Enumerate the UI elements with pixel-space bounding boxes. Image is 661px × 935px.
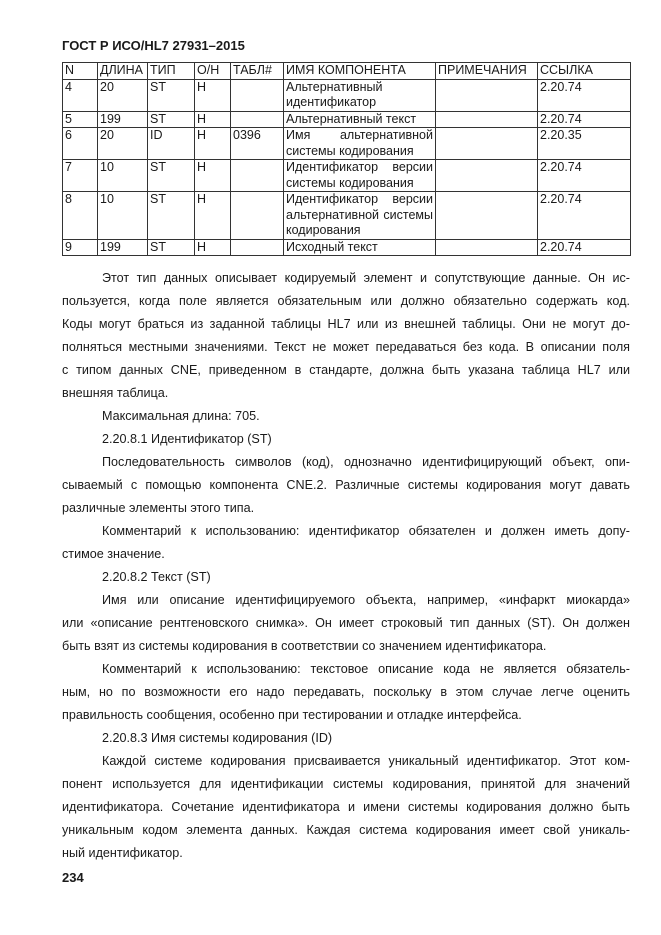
text-line: ный идентификатор.	[62, 846, 183, 860]
paragraph	[62, 589, 630, 658]
text-line: уникальным кодом элемента данных. Каждая система кодирования имеет свой уникаль-	[62, 823, 630, 837]
table-cell	[436, 192, 538, 240]
text-line: 2.20.8.3 Имя системы кодирования (ID)	[102, 731, 333, 745]
text-line: внешняя таблица.	[62, 386, 169, 400]
paragraph	[62, 428, 630, 451]
table-row	[63, 111, 631, 128]
text-line: 2.20.8.1 Идентификатор (ST)	[102, 432, 272, 446]
table-header-row	[63, 63, 631, 80]
table-cell: 20	[98, 79, 148, 111]
table-cell	[436, 79, 538, 111]
text-line: с типом данных CNE, приведенном в стандарте, должна быть указана таблица HL7 или	[62, 363, 630, 377]
table-cell: ST	[148, 79, 195, 111]
table-cell: 2.20.74	[538, 111, 631, 128]
text-line: понент используется для идентификации системы кодирования, принятой для значений	[62, 777, 630, 791]
table-cell: Идентификатор версии альтернативной системы кодирования	[284, 192, 436, 240]
table-cell: 199	[98, 111, 148, 128]
paragraph	[62, 566, 630, 589]
column-header: N	[63, 63, 98, 80]
table-cell: 5	[63, 111, 98, 128]
table-cell: Н	[195, 239, 231, 256]
table-row	[63, 160, 631, 192]
text-line: стимое значение.	[62, 547, 165, 561]
table-cell	[436, 128, 538, 160]
table-row	[63, 128, 631, 160]
table-cell: 9	[63, 239, 98, 256]
text-line: ным, но по возможности его надо передавать, поскольку в этом случае легче оценить	[62, 685, 630, 699]
paragraph	[62, 451, 630, 520]
text-line: Коды могут браться из заданной таблицы HL7 или из внешней таблицы. Они не могут до-	[62, 317, 630, 331]
table-cell: Альтернативный идентификатор	[284, 79, 436, 111]
text-line: пользуется, когда поле является обязательным или должно обязательно содержать код.	[62, 294, 630, 308]
column-header: ССЫЛКА	[538, 63, 631, 80]
table-cell	[436, 111, 538, 128]
table-cell: ST	[148, 111, 195, 128]
page-number: 234	[62, 870, 84, 885]
table-cell	[231, 111, 284, 128]
text-line: сываемый с помощью компонента CNE.2. Различные системы кодирования могут давать	[62, 478, 630, 492]
table-cell	[231, 239, 284, 256]
table-cell: Альтернативный текст	[284, 111, 436, 128]
table-cell: 20	[98, 128, 148, 160]
table-cell: ST	[148, 192, 195, 240]
table-cell: Идентификатор версии системы кодирования	[284, 160, 436, 192]
text-line: 2.20.8.2 Текст (ST)	[102, 570, 211, 584]
table-cell: 10	[98, 192, 148, 240]
table-cell: Н	[195, 79, 231, 111]
table-cell: 2.20.74	[538, 192, 631, 240]
column-header: ТИП	[148, 63, 195, 80]
text-line: Этот тип данных описывает кодируемый элемент и сопутствующие данные. Он ис-	[102, 271, 630, 285]
table-cell: Н	[195, 160, 231, 192]
table-cell: 199	[98, 239, 148, 256]
column-header: О/Н	[195, 63, 231, 80]
table-cell: 6	[63, 128, 98, 160]
text-line: правильность сообщения, особенно при тестировании и отладке интерфейса.	[62, 708, 522, 722]
table-cell	[231, 192, 284, 240]
table-row	[63, 192, 631, 240]
table-cell: 2.20.74	[538, 79, 631, 111]
paragraph	[62, 267, 630, 405]
table-cell: Н	[195, 128, 231, 160]
table-cell: ID	[148, 128, 195, 160]
table-cell: 2.20.35	[538, 128, 631, 160]
text-line: Комментарий к использованию: идентификатор обязателен и должен иметь допу-	[102, 524, 630, 538]
table-cell: Исходный текст	[284, 239, 436, 256]
table-cell: Н	[195, 192, 231, 240]
components-table	[62, 62, 631, 256]
paragraph	[62, 405, 630, 428]
column-header: ТАБЛ#	[231, 63, 284, 80]
text-line: Последовательность символов (код), однозначно идентифицирующий объект, опи-	[102, 455, 630, 469]
table-cell	[231, 79, 284, 111]
table-cell: 7	[63, 160, 98, 192]
column-header: ПРИМЕЧАНИЯ	[436, 63, 538, 80]
table-cell	[436, 239, 538, 256]
table-cell: 2.20.74	[538, 239, 631, 256]
text-line: различные элементы этого типа.	[62, 501, 255, 515]
table-cell: 2.20.74	[538, 160, 631, 192]
text-line: Комментарий к использованию: текстовое описание кода не является обязатель-	[102, 662, 630, 676]
column-header: ИМЯ КОМПОНЕНТА	[284, 63, 436, 80]
paragraph	[62, 750, 630, 865]
document-header: ГОСТ Р ИСО/HL7 27931–2015	[62, 38, 245, 53]
table-cell: ST	[148, 160, 195, 192]
table-body	[63, 79, 631, 256]
paragraph	[62, 727, 630, 750]
table-cell: 4	[63, 79, 98, 111]
text-line: Имя или описание идентифицируемого объекта, например, «инфаркт миокарда»	[102, 593, 630, 607]
document-body	[62, 267, 630, 865]
table-cell: ST	[148, 239, 195, 256]
table-cell	[436, 160, 538, 192]
table-cell: 0396	[231, 128, 284, 160]
paragraph	[62, 658, 630, 727]
text-line: идентификатора. Сочетание идентификатора и имени системы кодирования должно быть	[62, 800, 630, 814]
table-cell: 10	[98, 160, 148, 192]
table-cell: 8	[63, 192, 98, 240]
text-line: полняться местными значениями. Текст не может передаваться без кода. В описании поля	[62, 340, 630, 354]
paragraph	[62, 520, 630, 566]
text-line: Каждой системе кодирования присваивается уникальный идентификатор. Этот ком-	[102, 754, 630, 768]
table-cell: Н	[195, 111, 231, 128]
text-line: Максимальная длина: 705.	[102, 409, 260, 423]
table-cell	[231, 160, 284, 192]
table-row	[63, 239, 631, 256]
text-line: быть взят из системы кодирования в соответствии со значением идентификатора.	[62, 639, 547, 653]
table-row	[63, 79, 631, 111]
column-header: ДЛИНА	[98, 63, 148, 80]
text-line: или «описание рентгеновского снимка». Он имеет строковый тип данных (ST). Он должен	[62, 616, 630, 630]
table-cell: Имя альтернативной системы кодирования	[284, 128, 436, 160]
